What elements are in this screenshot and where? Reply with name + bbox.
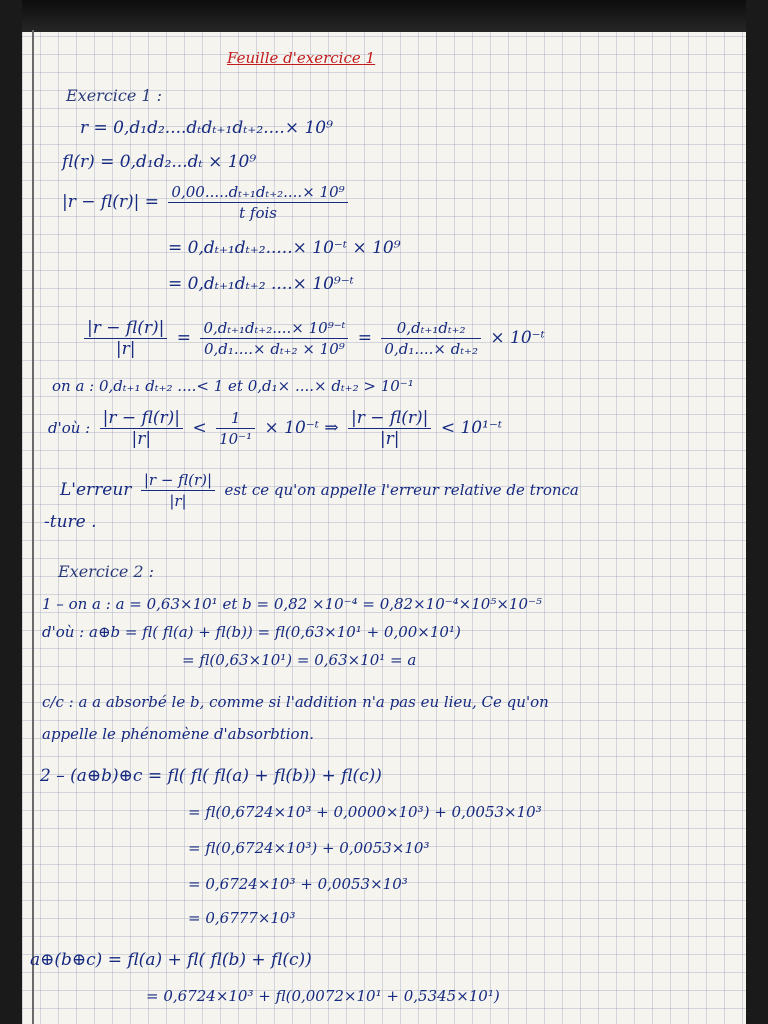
ex1-line-fl: fl(r) = 0,d₁d₂...dₜ × 10⁹ [62, 152, 257, 172]
ex2-conclusion-line-1: c/c : a a absorbé le b, comme si l'addition n'a pas eu lieu, Ce qu'on [42, 693, 549, 711]
ex1-ratio-3-tail: × 10⁻ᵗ [490, 328, 545, 348]
ex2-part2-line-3: = fl(0,6724×10³) + 0,0053×10³ [188, 839, 430, 857]
ex1-abs-error-numerator: 0,00.....dₜ₊₁dₜ₊₂....× 10⁹ [168, 182, 347, 203]
ex1-ratio-2-denominator: 0,d₁....× dₜ₊₂ × 10⁹ [204, 340, 345, 358]
ex1-ratio-frac-1 [84, 318, 167, 359]
notebook-page [22, 0, 746, 1024]
ex2-part2-line-4: = 0,6724×10³ + 0,0053×10³ [188, 875, 408, 893]
ex2-part1-line-1: 1 – on a : a = 0,63×10¹ et b = 0,82 ×10⁻⁴ = 0,82×10⁻⁴×10⁵×10⁻⁵ [42, 595, 542, 613]
ex1-ratio-1-numerator: |r − fl(r)| [84, 318, 167, 339]
ex2-conclusion-line-2: appelle le phénomène d'absorbtion. [42, 725, 314, 743]
ex1-line-dou [48, 408, 502, 449]
ex1-dou-frac-3-numerator: |r − fl(r)| [348, 408, 431, 429]
ex2-part3-line-1: a⊕(b⊕c) = fl(a) + fl( fl(b) + fl(c)) [30, 950, 312, 970]
ex1-dou-frac-2-numerator: 1 [216, 408, 255, 429]
ex2-part2-line-1: 2 – (a⊕b)⊕c = fl( fl( fl(a) + fl(b)) + fl(c)) [40, 766, 382, 786]
ex1-abs-error-underbrace: t fois [239, 204, 277, 222]
ex1-line-erreur-end: -ture . [44, 512, 97, 532]
ex1-ratio-frac-2 [200, 318, 348, 359]
ex1-abs-error-left: |r − fl(r)| = [62, 192, 160, 212]
ex1-dou-frac-1-denominator: |r| [131, 429, 152, 449]
ex1-dou-frac-2 [216, 408, 255, 449]
ex1-ratio-frac-3 [381, 318, 481, 359]
ex1-erreur-numerator: |r − fl(r)| [141, 470, 215, 491]
ex1-erreur-text: est ce qu'on appelle l'erreur relative de tronca [224, 481, 579, 499]
ex1-line-shift: = 0,dₜ₊₁dₜ₊₂.....× 10⁻ᵗ × 10⁹ [168, 238, 401, 258]
exercise-2-heading: Exercice 2 : [58, 562, 155, 581]
ex1-ratio-3-numerator: 0,dₜ₊₁dₜ₊₂ [381, 318, 481, 339]
ex1-dou-frac-2-denominator: 10⁻¹ [219, 430, 253, 448]
ex1-line-on-a: on a : 0,dₜ₊₁ dₜ₊₂ ....< 1 et 0,d₁× ....× dₜ₊₂ > 10⁻¹ [52, 377, 414, 395]
ex1-dou-frac-3-denominator: |r| [379, 429, 400, 449]
ex1-dou-frac-3 [348, 408, 431, 449]
notebook-binding [32, 30, 34, 1024]
ex2-part2-line-2: = fl(0,6724×10³ + 0,0000×10³) + 0,0053×10³ [188, 803, 542, 821]
ex1-ratio-3-denominator: 0,d₁....× dₜ₊₂ [384, 340, 478, 358]
ex1-dou-label: d'où : [48, 419, 91, 437]
ex1-dou-frac-1 [100, 408, 183, 449]
ex1-dou-tail: × 10⁻ᵗ ⇒ [264, 418, 339, 438]
ex1-erreur-denominator: |r| [169, 492, 187, 510]
ex1-line-simplified: = 0,dₜ₊₁dₜ₊₂ ....× 10⁹⁻ᵗ [168, 274, 354, 294]
ex1-abs-error-frac [168, 182, 347, 223]
ex1-relative-error-ratio: $\frac{|r - fl(r)|}{|r|}$ = $\frac{\text{0,dₜ₊₁dₜ₊₂....× 10⁹⁻ᵗ}}{\text{0,d₁....× dₜ₊₂ × 10⁹}}$ = $\frac{\text{0,dₜ₊₁dₜ₊₂}}{\text{0,d₁....× dₜ₊₂}}$ × 10⁻ᵗ [80, 318, 545, 359]
ex2-part1-line-3: = fl(0,63×10¹) = 0,63×10¹ = a [182, 651, 417, 669]
ex1-ratio-1-denominator: |r| [115, 339, 136, 359]
ex2-part2-line-5: = 0,6777×10³ [188, 909, 296, 927]
page-title: Feuille d'exercice 1 [227, 49, 376, 67]
ex1-line-erreur [60, 470, 579, 511]
ex1-line-r: r = 0,d₁d₂....dₜdₜ₊₁dₜ₊₂....× 10⁹ [80, 118, 333, 138]
ex1-erreur-prefix: L'erreur [60, 480, 132, 500]
ex1-dou-result: < 10¹⁻ᵗ [440, 418, 503, 438]
ex1-erreur-frac [141, 470, 215, 511]
ex2-part1-line-2: d'où : a⊕b = fl( fl(a) + fl(b)) = fl(0,63×10¹ + 0,00×10¹) [42, 623, 461, 641]
ex1-dou-less-than: < [192, 418, 207, 438]
exercise-1-heading: Exercice 1 : [66, 86, 163, 105]
ex1-dou-frac-1-numerator: |r − fl(r)| [100, 408, 183, 429]
ex1-line-abs-error [62, 182, 352, 223]
ex1-ratio-2-numerator: 0,dₜ₊₁dₜ₊₂....× 10⁹⁻ᵗ [200, 318, 348, 339]
ex2-part3-line-2: = 0,6724×10³ + fl(0,0072×10¹ + 0,5345×10¹) [146, 987, 500, 1005]
